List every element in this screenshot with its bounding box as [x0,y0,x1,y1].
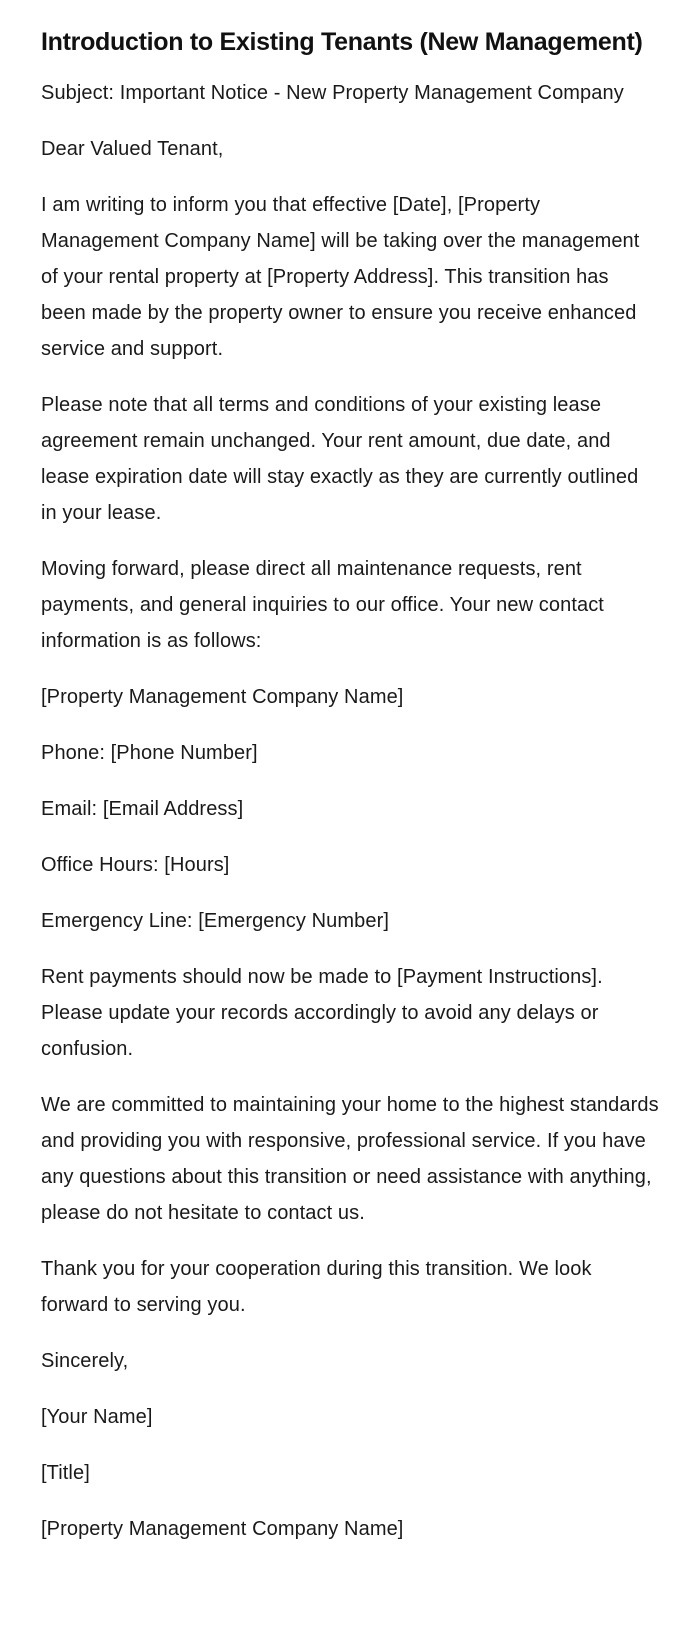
commitment-paragraph: We are committed to maintaining your home to the highest standards and providing you with responsive, professional service. If you have any questions about this transition or need assistance with anything, please do not hesitate to contact us. [41,1094,659,1224]
closing: Sincerely, [41,1350,129,1372]
signature-title: [Title] [41,1462,90,1484]
document-title: Introduction to Existing Tenants (New Management) [41,28,643,56]
intro-paragraph: I am writing to inform you that effective [Date], [Property Management Company Name] will be taking over the management of your rental property at [Property Address]. This transition has been made by the property owner to ensure you receive enhanced service and support. [41,194,640,360]
signature-name: [Your Name] [41,1406,153,1428]
contact-emergency-line: Emergency Line: [Emergency Number] [41,910,389,932]
contact-phone: Phone: [Phone Number] [41,742,258,764]
thank-you-paragraph: Thank you for your cooperation during this transition. We look forward to serving you. [41,1258,592,1316]
lease-paragraph: Please note that all terms and conditions of your existing lease agreement remain unchanged. Your rent amount, due date, and lease expiration date will stay exactly as they are currently outlined in your lease. [41,394,639,524]
signature-company: [Property Management Company Name] [41,1518,404,1540]
contact-intro-paragraph: Moving forward, please direct all maintenance requests, rent payments, and general inquiries to our office. Your new contact information is as follows: [41,558,604,652]
contact-email: Email: [Email Address] [41,798,244,820]
contact-company-name: [Property Management Company Name] [41,686,404,708]
payment-paragraph: Rent payments should now be made to [Payment Instructions]. Please update your records accordingly to avoid any delays or confusion. [41,966,603,1060]
contact-office-hours: Office Hours: [Hours] [41,854,230,876]
salutation: Dear Valued Tenant, [41,138,224,160]
subject-line: Subject: Important Notice - New Property Management Company [41,82,624,104]
